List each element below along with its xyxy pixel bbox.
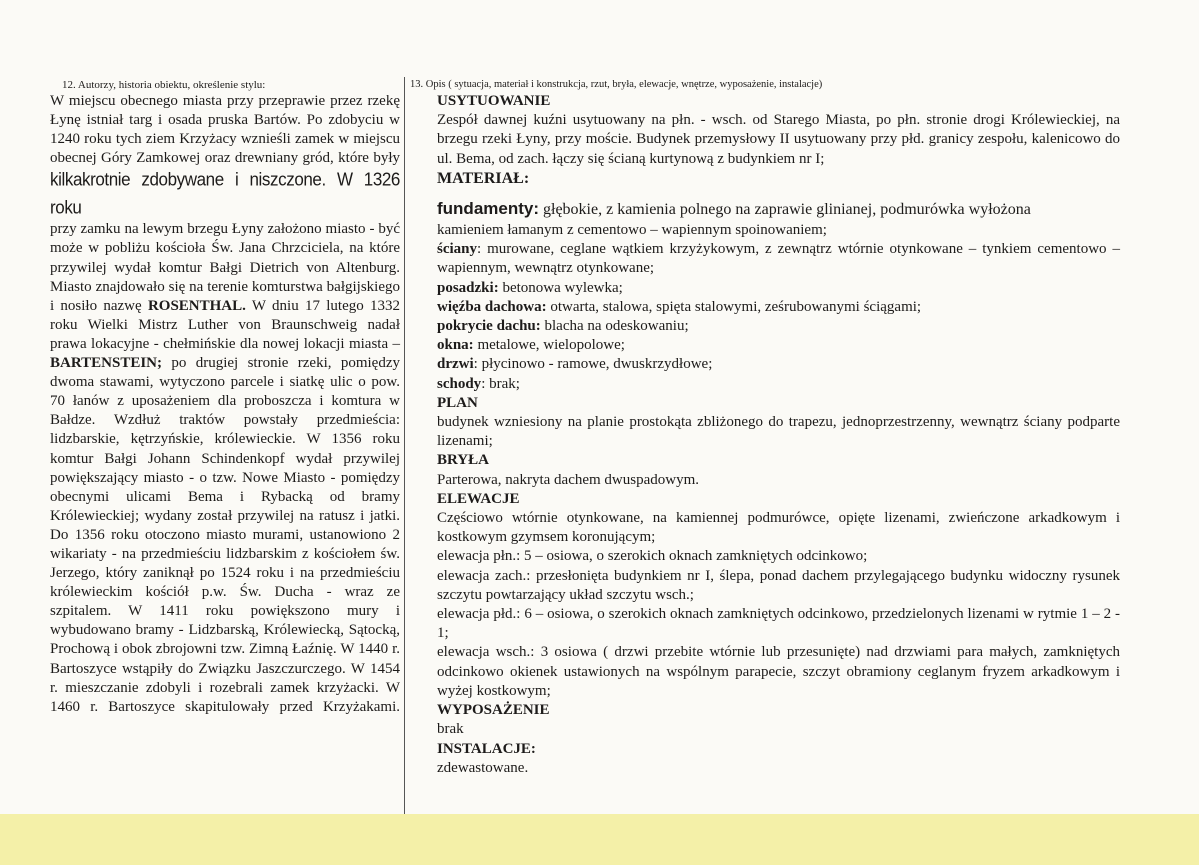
wiezba-line	[437, 298, 1120, 317]
pokrycie-line	[437, 317, 1120, 336]
wiezba-label: więźba dachowa:	[437, 298, 547, 315]
section-elewacje-title: ELEWACJE	[437, 490, 520, 507]
posadzki-line	[437, 279, 1120, 298]
history-text-part: przy zamku na lewym brzegu Łyny założono miasto - być może w pobliżu kościoła Św. Jana Chrzciciela, na które przywilej wydał komtur Bałgi Dietrich von Altenburg. Miasto znajdowało się na terenie komturstwa bałgijskiego i nosiło nazwę	[50, 221, 400, 314]
section-bryla-text: Parterowa, nakryta dachem dwuspadowym.	[437, 471, 700, 488]
elewacja-wsch: elewacja wsch.: 3 osiowa ( drzwi przebite wtórnie lub przesunięte) nad drzwiami para małych, zamkniętych odcinkowo okienek ustawionych na wspólnym parapecie, szczyt obramiony ceglanym fryzem arkadkowym i wyżej kostkowym;	[437, 644, 1120, 699]
fundamenty-line	[437, 198, 1120, 221]
history-column	[50, 78, 400, 717]
section-instalacje-text: zdewastowane.	[437, 759, 529, 776]
description-header: 13. Opis ( sytuacja, materiał i konstrukcja, rzut, bryła, elewacje, wnętrze, wyposażenie, instalacje)	[410, 79, 823, 90]
drzwi-text: : płycinowo - ramowe, dwuskrzydłowe;	[473, 356, 713, 373]
schody-text: : brak;	[481, 375, 520, 392]
okna-line	[437, 336, 1120, 355]
description-column	[410, 78, 1120, 778]
fundamenty-label: fundamenty:	[437, 199, 539, 219]
posadzki-text: betonowa wylewka;	[498, 279, 623, 296]
history-text-part: po drugiej stronie rzeki, pomiędzy dwoma stawami, wytyczono parcele i siatkę ulic o pow. 70 łanów z uposażeniem dla proboszcza i komtura w Bałdze. Wzdłuż traktów powstały przedmieścia: lidzbarskie, kętrzyńskie, królewieckie. W 1356 roku komtur Bałgi Johann Schindenkopf wydał przywilej powiększający miasto - o tzw. Nowe Miasto - pomiędzy obecnymi ulicami Bema i Rybacką od bramy Królewieckiej; wydany został przywilej na ratusz i jatki. Do 1356 roku otoczono miasto murami, ustanowiono 2 wikariaty - na przedmieściu lidzbarskim z kościołem św. Jerzego, który zaniknął po 1524 roku i na przedmieściu królewieckim kościół p.w. Św. Ducha - wraz ze szpitalem. W 1411 roku powiększono mury i wybudowano bramy - Lidzbarską, Królewiecką, Sątocką, Prochową i obok zbrojowni tzw. Zimną Łaźnię. W 1440 r. Bartoszyce wstąpiły do Związku Jaszczurczego. W 1454 r. mieszczanie zdobyli i rozebrali zamek krzyżacki. W 1460 r. Bartoszyce skapitulowały przed Krzyżakami.	[50, 355, 400, 715]
history-text	[50, 92, 400, 717]
posadzki-label: posadzki:	[437, 279, 499, 296]
section-material-title: MATERIAŁ:	[437, 169, 530, 187]
section-plan-title: PLAN	[437, 394, 478, 411]
section-instalacje-title: INSTALACJE:	[437, 740, 536, 757]
section-bryla-title: BRYŁA	[437, 452, 489, 469]
schody-label: schody	[437, 375, 482, 392]
elewacja-zach: elewacja zach.: przesłonięta budynkiem nr I, ślepa, ponad dachem przylegającego budynku widoczny rysunek szczytu powtarzający układ szczytu wsch.;	[437, 567, 1120, 603]
fundamenty-text: głębokie, z kamienia polnego na zaprawie glinianej, podmurówka wyłożona	[539, 201, 1031, 219]
okna-text: metalowe, wielopolowe;	[473, 337, 625, 354]
wiezba-text: otwarta, stalowa, spięta stalowymi, ześrubowanymi ściągami;	[546, 298, 922, 315]
section-plan-text: budynek wzniesiony na planie prostokąta zbliżonego do trapezu, jednoprzestrzenny, wewnątrz ściany podparte lizenami;	[437, 414, 1120, 450]
pokrycie-label: pokrycie dachu:	[437, 318, 541, 335]
schody-line	[437, 375, 1120, 394]
page-edge-band	[0, 814, 1199, 865]
sciany-label: ściany	[437, 241, 478, 258]
drzwi-line	[437, 355, 1120, 374]
history-header: 12. Autorzy, historia obiektu, określenie stylu:	[62, 79, 266, 91]
sciany-text: : murowane, ceglane wątkiem krzyżykowym, z zewnątrz wtórnie otynkowane – tynkiem cementowo – wapiennym, wewnątrz otynkowane;	[437, 241, 1120, 277]
fundamenty-text-cont: kamieniem łamanym z cementowo – wapiennym spoinowaniem;	[437, 222, 827, 239]
elewacja-pld: elewacja płd.: 6 – osiowa, o szerokich oknach zamkniętych odcinkowo, przedzielonych lizenami w rytmie 1 – 2 - 1;	[437, 606, 1120, 642]
history-text-part: W miejscu obecnego miasta przy przeprawie przez rzekę Łynę istniał targ i osada pruska Bartów. Po zdobyciu w 1240 roku tych ziem Krzyżacy wznieśli zamek w miejscu obecnej Góry Zamkowej oraz drewniany gród, które były	[50, 93, 400, 167]
section-wyposazenie-title: WYPOSAŻENIE	[437, 702, 550, 719]
bartenstein-name: BARTENSTEIN;	[50, 355, 163, 372]
history-text-emphasis: kilkakrotnie zdobywane i niszczone. W 1326 roku	[50, 169, 400, 219]
okna-label: okna:	[437, 337, 474, 354]
sciany-line	[437, 240, 1120, 278]
section-usytuowanie-title: USYTUOWANIE	[437, 93, 551, 109]
elewacje-general: Częściowo wtórnie otynkowane, na kamiennej podmurówce, opięte lizenami, zwieńczone arkadkowym i kostkowym gzymsem koronującym;	[437, 510, 1120, 546]
column-divider	[404, 77, 405, 814]
rosenthal-name: ROSENTHAL.	[147, 297, 246, 314]
elewacja-pln: elewacja płn.: 5 – osiowa, o szerokich oknach zamkniętych odcinkowo;	[437, 548, 868, 565]
section-usytuowanie-text: Zespół dawnej kuźni usytuowany na płn. - wsch. od Starego Miasta, po płn. stronie drogi Królewieckiej, na brzegu rzeki Łyny, przy moście. Budynek przemysłowy II usytuowany przy płd. granicy zespołu, kalenicowo do ul. Bema, od zach. łączy się ścianą kurtynową z budynkiem nr I;	[437, 112, 1120, 167]
history-text-part: W dniu 17 lutego 1332 roku Wielki Mistrz Luther von Braunschweig nadał prawa lokacyjne - chełmińskie dla nowej lokacji miasta –	[50, 297, 400, 352]
drzwi-label: drzwi	[437, 356, 474, 373]
section-wyposazenie-text: brak	[437, 721, 464, 738]
pokrycie-text: blacha na odeskowaniu;	[540, 318, 689, 335]
